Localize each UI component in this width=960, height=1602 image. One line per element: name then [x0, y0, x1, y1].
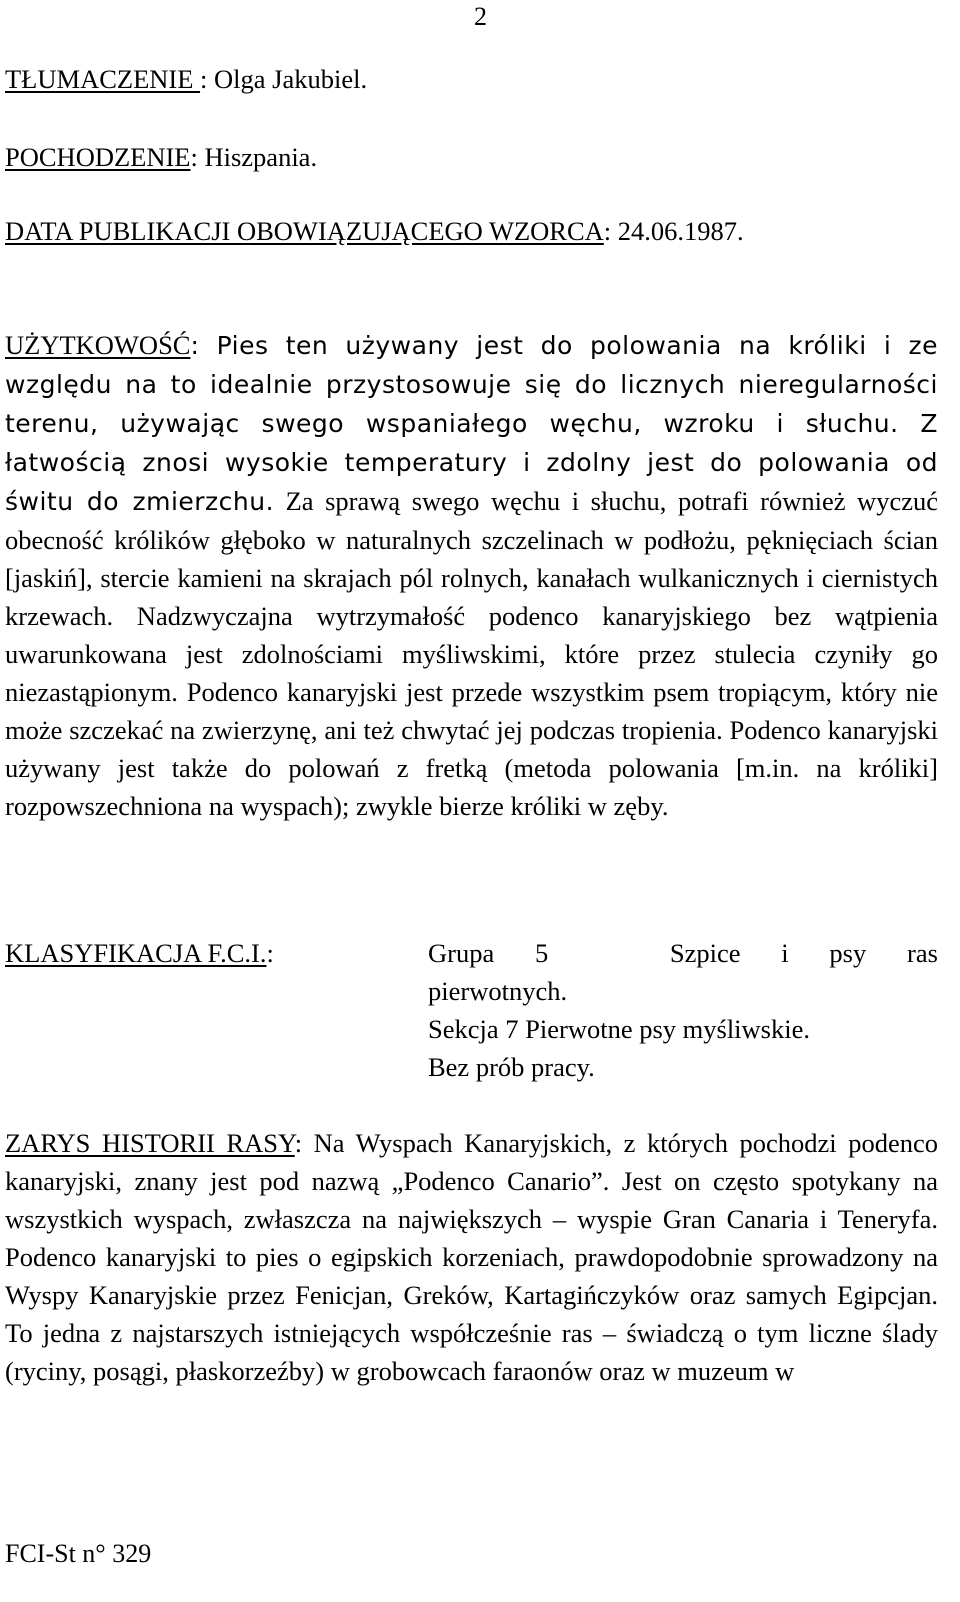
group-name-word-4: ras [907, 938, 938, 968]
usage-text-serif: Za sprawą swego węchu i słuchu, potrafi również wyczuć obecność królików głęboko w naturalnych szczelinach w podłożu, pęknięciach ścian [jaskiń], stercie kamieni na skrajach pól rolnych, kanałach wulkanicznych i ciernistych krzewach. Nadzwyczajna wytrzymałość podenco kanaryjskiego bez wątpienia uwarunkowana jest zdolnościami myśliwskimi, które przez stulecia czyniły go niezastąpionym. Podenco kanaryjski jest przede wszystkim psem tropiącym, który nie może szczekać na zwierzynę, ani też chwytać jej podczas tropienia. Podenco kanaryjski używany jest także do polowań z fretką (metoda polowania [m.in. na króliki] rozpowszechniona na wyspach); zwykle bierze króliki w zęby. [5, 486, 938, 821]
classification-details [428, 934, 938, 1086]
group-name-continuation: pierwotnych. [428, 976, 568, 1006]
publication-date-value: : 24.06.1987. [603, 216, 744, 246]
group-number: 5 [535, 938, 549, 968]
usage-text-sans: : Pies ten używany jest do polowania na króliki i ze względu na to idealnie przystosowuje się do licznych nieregularności terenu, używając swego wspaniałego węchu, wzroku i słuchu. Z łatwością znosi wysokie temperatury i zdolny jest do polowania od świtu do zmierzchu. [5, 331, 938, 516]
group-name-word-2: i [781, 938, 789, 968]
classification-label: KLASYFIKACJA F.C.I. [5, 938, 267, 968]
translation-line [5, 60, 938, 98]
usage-paragraph [5, 326, 938, 825]
classification-section: Sekcja 7 Pierwotne psy myśliwskie. [428, 1014, 810, 1044]
translation-value: : Olga Jakubiel. [200, 64, 368, 94]
classification-label-wrap [5, 934, 274, 972]
classification-work-trial: Bez prób pracy. [428, 1052, 595, 1082]
classification-group-line [428, 934, 938, 972]
publication-date-label: DATA PUBLIKACJI OBOWIĄZUJĄCEGO WZORCA [5, 216, 604, 246]
origin-line [5, 138, 938, 176]
group-name-word-1: Szpice [669, 938, 741, 968]
usage-label: UŻYTKOWOŚĆ [5, 330, 191, 360]
history-label: ZARYS HISTORII RASY [5, 1128, 295, 1158]
history-paragraph [5, 1124, 938, 1390]
group-name-word-3: psy [829, 938, 867, 968]
page-number: 2 [474, 2, 487, 31]
classification-colon: : [266, 938, 274, 968]
group-word: Grupa [428, 938, 495, 968]
translation-label: TŁUMACZENIE [5, 64, 201, 94]
footer-standard-ref: FCI-St n° 329 [5, 1539, 152, 1568]
publication-date-block [5, 212, 938, 250]
origin-value: : Hiszpania. [190, 142, 318, 172]
history-text: : Na Wyspach Kanaryjskich, z których pochodzi podenco kanaryjski, znany jest pod nazwą „Podenco Canario”. Jest on często spotykany na wszystkich wyspach, zwłaszcza na największych – wyspie Gran Canaria i Teneryfa. Podenco kanaryjski to pies o egipskich korzeniach, prawdopodobnie sprowadzony na Wyspy Kanaryjskie przez Fenicjan, Greków, Kartagińczyków oraz samych Egipcjan. To jedna z najstarszych istniejących współcześnie ras – świadczą o tym liczne ślady (ryciny, posągi, płaskorzeźby) w grobowcach faraonów oraz w muzeum w [5, 1128, 938, 1386]
group-spacer [589, 934, 629, 972]
origin-label: POCHODZENIE [5, 142, 191, 172]
